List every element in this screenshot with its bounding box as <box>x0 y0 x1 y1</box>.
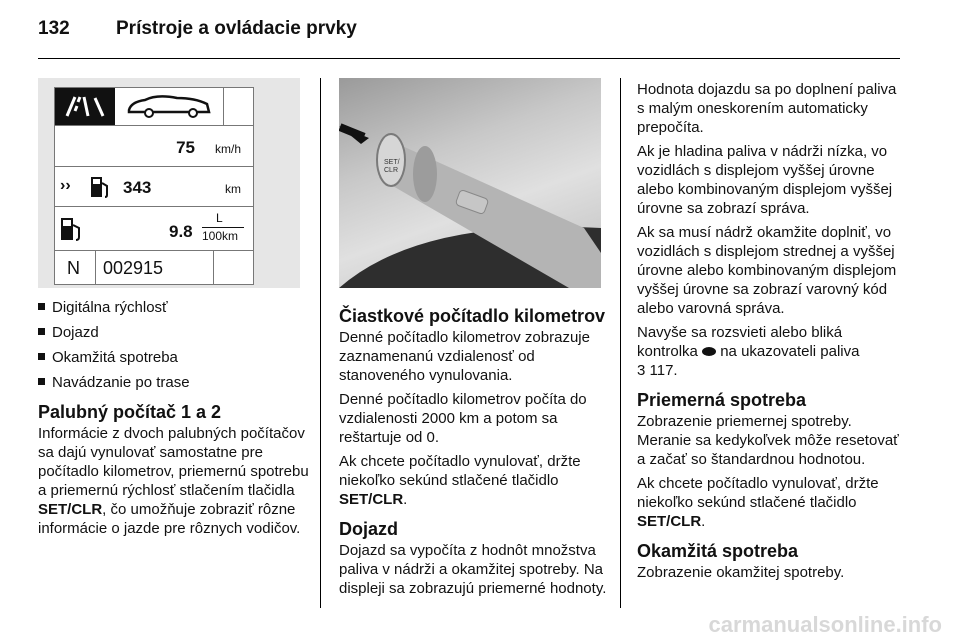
fuel-warning-icon <box>702 347 716 356</box>
section-heading: Okamžitá spotreba <box>637 541 799 561</box>
column-divider-2 <box>620 78 621 608</box>
paragraph: Zobrazenie okamžitej spotreby. <box>637 564 845 581</box>
range-unit: km <box>225 182 241 196</box>
speed-value: 75 <box>176 138 195 157</box>
consumption-unit-top: L <box>216 211 223 225</box>
driver-info-display <box>54 87 254 285</box>
consumption-row <box>55 206 253 251</box>
paragraph: Ak chcete počítadlo vynulovať, držte niekoľko sekúnd stlačené tlačidlo SET/CLR. <box>637 475 879 530</box>
page-header <box>38 18 357 40</box>
list-item: Digitálna rýchlosť <box>38 298 310 317</box>
paragraph: Dojazd sa vypočíta z hodnôt množstva paliva v nádrži a okamžitej spotreby. Na displeji sa zobrazujú priemerné hodnoty. <box>339 542 607 597</box>
fuel-pump-icon <box>89 174 111 200</box>
status-row <box>55 250 253 285</box>
list-item: Dojazd <box>38 323 310 342</box>
section-heading: Priemerná spotreba <box>637 390 807 410</box>
list-item: Okamžitá spotreba <box>38 348 310 367</box>
odometer-value: 002915 <box>103 258 164 278</box>
section-heading: Palubný počítač 1 a 2 <box>38 402 222 422</box>
stalk-photo <box>339 78 601 288</box>
paragraph: Denné počítadlo kilometrov zobrazuje zaznamenanú vzdialenosť od stanoveného vynulovania. <box>339 329 590 384</box>
paragraph: Navyše sa rozsvieti alebo bliká kontrolka na ukazovateli paliva 3 117. <box>637 324 860 379</box>
page-title: Prístroje a ovládacie prvky <box>116 18 357 39</box>
column-1 <box>38 298 310 543</box>
range-value: 343 <box>123 178 152 197</box>
paragraph: Ak sa musí nádrž okamžite doplniť, vo vozidlách s displejom strednej a vyššej úrovne alebo kombinovaným displejom vyššej úrovne sa zobrazí varovný kód alebo varovná správa. <box>637 224 897 317</box>
header-rule <box>38 58 900 59</box>
paragraph: Zobrazenie priemernej spotreby. Meranie sa kedykoľvek môže resetovať a začať so štandardnou hodnotou. <box>637 413 899 468</box>
fuel-pump-icon <box>59 215 83 243</box>
paragraph: Ak je hladina paliva v nádrži nízka, vo vozidlách s displejom vyššej úrovne alebo kombinovaným displejom vyššej úrovne sa zobrazí správa. <box>637 143 893 217</box>
column-divider-1 <box>320 78 321 608</box>
consumption-value: 9.8 <box>169 222 193 241</box>
paragraph: Hodnota dojazdu sa po doplnení paliva s malým oneskorením automaticky prepočíta. <box>637 81 897 136</box>
paragraph: Informácie z dvoch palubných počítačov sa dajú vynulovať samostatne pre počítadlo kilometrov, priemernú spotrebu a priemernú rýchlosť stlačením tlačidla SET/CLR, čo umožňuje zobraziť rôzne informácie o jazde pre rôznych vodičov. <box>38 425 309 537</box>
speed-unit: km/h <box>214 142 241 156</box>
set-clr-label-2: CLR <box>384 167 399 174</box>
consumption-unit-bottom: 100km <box>202 229 239 243</box>
section-heading: Dojazd <box>339 519 399 539</box>
gear-indicator: N <box>67 258 80 278</box>
column-3 <box>637 80 905 587</box>
list-item: Navádzanie po trase <box>38 373 310 392</box>
paragraph: Ak chcete počítadlo vynulovať, držte niekoľko sekúnd stlačené tlačidlo SET/CLR. <box>339 453 581 508</box>
range-row <box>55 166 253 207</box>
watermark: carmanualsonline.info <box>708 612 942 637</box>
range-arrows-icon: ›› <box>60 177 71 194</box>
column-2 <box>339 298 607 603</box>
page-number: 132 <box>38 18 70 39</box>
speed-row <box>55 125 253 167</box>
set-clr-label-1: SET/ <box>384 159 400 166</box>
section-heading: Čiastkové počítadlo kilometrov <box>339 306 606 326</box>
paragraph: Denné počítadlo kilometrov počíta do vzdialenosti 2000 km a potom sa reštartuje od 0. <box>339 391 587 446</box>
lane-assist-icon <box>55 88 115 125</box>
car-icon <box>115 88 223 125</box>
